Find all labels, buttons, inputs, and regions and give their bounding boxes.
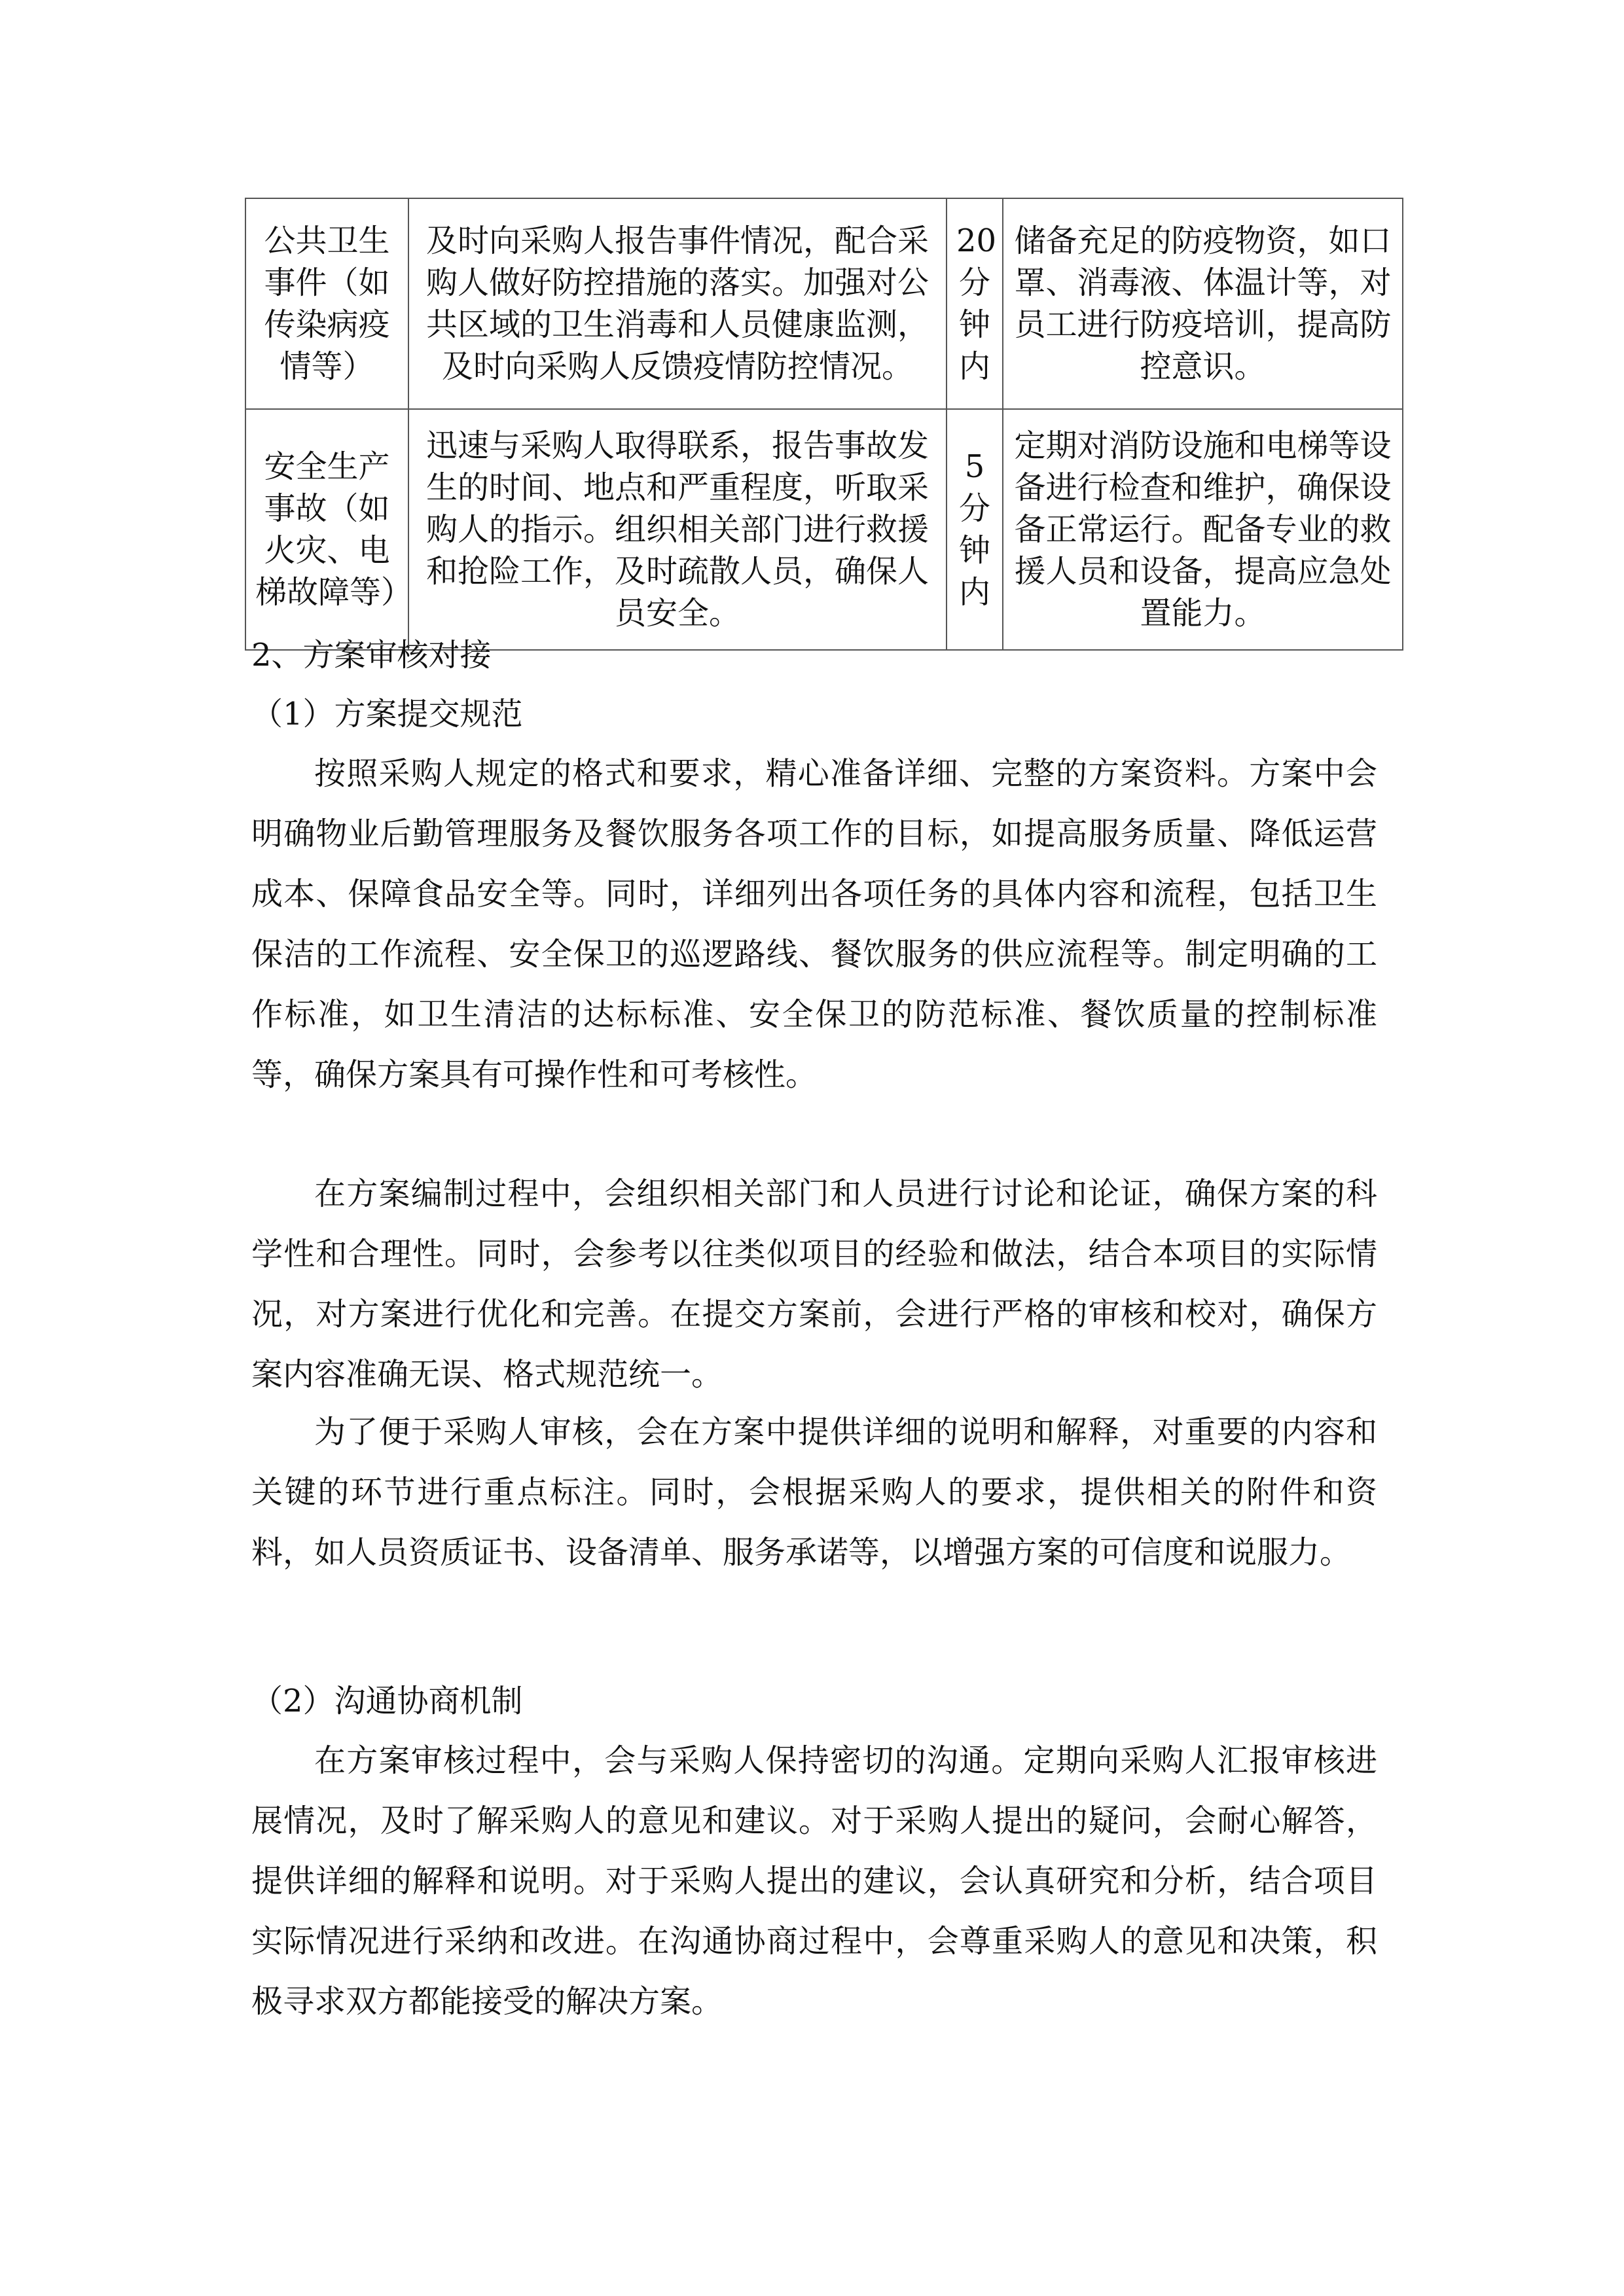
table-row xyxy=(245,409,1403,650)
response-measures-cell: 及时向采购人报告事件情况，配合采购人做好防控措施的落实。加强对公共区域的卫生消毒和人员健康监测，及时向采购人反馈疫情防控情况。 xyxy=(408,198,947,409)
response-time-cell: 5分钟内 xyxy=(947,409,1003,650)
subsection-heading: （2）沟通协商机制 xyxy=(251,1683,523,1719)
section-heading: 2、方案审核对接 xyxy=(251,637,492,673)
response-measures-cell: 迅速与采购人取得联系，报告事故发生的时间、地点和严重程度，听取采购人的指示。组织相关部门进行救援和抢险工作，及时疏散人员，确保人员安全。 xyxy=(408,409,947,650)
emergency-response-table xyxy=(245,198,1403,651)
paragraph: 在方案审核过程中，会与采购人保持密切的沟通。定期向采购人汇报审核进展情况，及时了解采购人的意见和建议。对于采购人提出的疑问，会耐心解答，提供详细的解释和说明。对于采购人提出的建议，会认真研究和分析，结合项目实际情况进行采纳和改进。在沟通协商过程中，会尊重采购人的意见和决策，积极寻求双方都能接受的解决方案。 xyxy=(251,1742,1377,2020)
paragraph: 在方案编制过程中，会组织相关部门和人员进行讨论和论证，确保方案的科学性和合理性。同时，会参考以往类似项目的经验和做法，结合本项目的实际情况，对方案进行优化和完善。在提交方案前，会进行严格的审核和校对，确保方案内容准确无误、格式规范统一。 xyxy=(251,1175,1377,1393)
prevention-measures-cell: 定期对消防设施和电梯等设备进行检查和维护，确保设备正常运行。配备专业的救援人员和设备，提高应急处置能力。 xyxy=(1003,409,1403,650)
table-row xyxy=(245,198,1403,409)
event-type-cell: 安全生产事故（如火灾、电梯故障等） xyxy=(245,409,408,650)
response-time-cell: 20分钟内 xyxy=(947,198,1003,409)
paragraph: 按照采购人规定的格式和要求，精心准备详细、完整的方案资料。方案中会明确物业后勤管理服务及餐饮服务各项工作的目标，如提高服务质量、降低运营成本、保障食品安全等。同时，详细列出各项任务的具体内容和流程，包括卫生保洁的工作流程、安全保卫的巡逻路线、餐饮服务的供应流程等。制定明确的工作标准，如卫生清洁的达标标准、安全保卫的防范标准、餐饮质量的控制标准等，确保方案具有可操作性和可考核性。 xyxy=(251,755,1377,1093)
paragraph: 为了便于采购人审核，会在方案中提供详细的说明和解释，对重要的内容和关键的环节进行重点标注。同时，会根据采购人的要求，提供相关的附件和资料，如人员资质证书、设备清单、服务承诺等，以增强方案的可信度和说服力。 xyxy=(251,1414,1377,1571)
event-type-cell: 公共卫生事件（如传染病疫情等） xyxy=(245,198,408,409)
prevention-measures-cell: 储备充足的防疫物资，如口罩、消毒液、体温计等，对员工进行防疫培训，提高防控意识。 xyxy=(1003,198,1403,409)
subsection-heading: （1）方案提交规范 xyxy=(251,696,523,732)
